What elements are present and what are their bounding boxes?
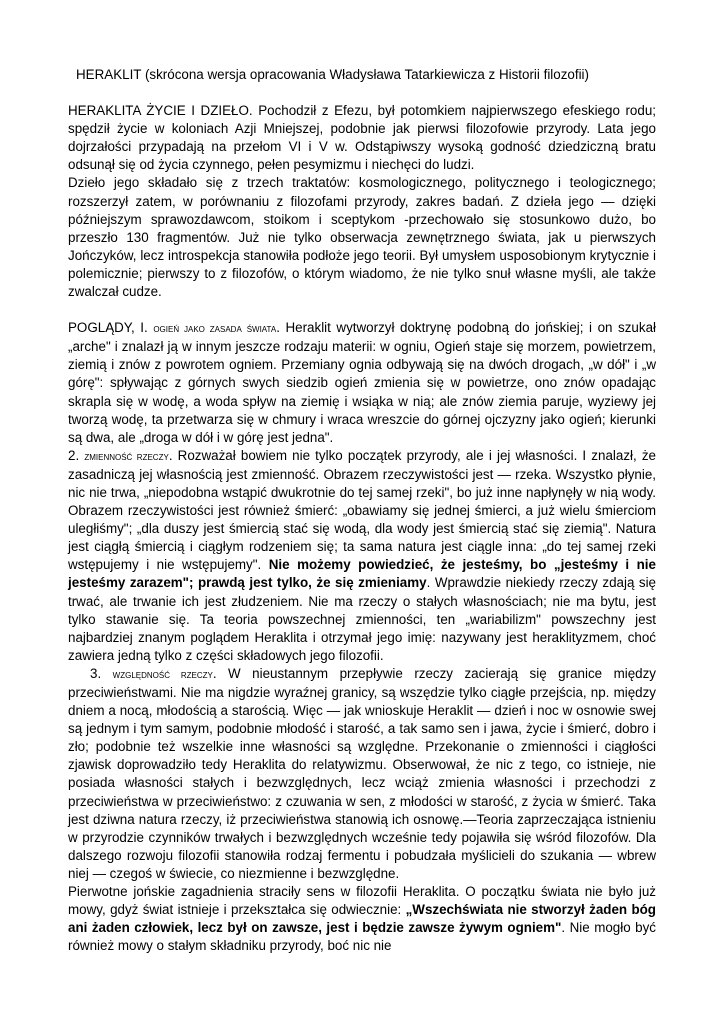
- ionian-bold-quote: „Wszechświata nie stworzył żaden bóg ani żaden człowiek, lecz był on zawsze, jest i będzie zawsze żywym ogniem": [68, 902, 656, 936]
- change-text-a: . Rozważał bowiem nie tylko początek przyrody, ale i jej własności. I znalazł, że zasadniczą jej własnością jest zmienność. Obrazem rzeczywistości jest — rzeka. Wszystko płynie, nic nie trwa, „niepodobna wstąpić dwukrotnie do tej samej rzeki", bo już inne napłynęły w nią wody. Obrazem rzeczywistości jest również śmierć: „obawiamy się jednej śmierci, a już wielu śmierciom uległiśmy"; „dla duszy jest śmiercią stać się wodą, dla wody jest śmiercią stać się ziemią". Natura jest ciągłą śmiercią i ciągłym rodzeniem się; ta sama natura jest ciągle inna: „do tej samej rzeki wstępujemy i nie wstępujemy".: [68, 447, 656, 573]
- change-subheading: zmienność rzeczy: [84, 450, 169, 463]
- relativity-number: 3.: [90, 665, 113, 681]
- document-title: HERAKLIT (skrócona wersja opracowania Władysława Tatarkiewicza z Historii filozofii): [76, 67, 589, 82]
- ionian-text-b: . Nie mogło być również mowy o stałym składniku przyrody, boć nic nie: [68, 920, 656, 954]
- ionian-text-a: Pierwotne jońskie zagadnienia straciły sens w filozofii Heraklita. O początku świata nie było już mowy, gdyż świat istnieje i przekształca się odwiecznie:: [68, 884, 656, 918]
- document-page: [68, 66, 656, 955]
- fire-text: . Heraklit wytworzył doktrynę podobną do jońskiej; i on szukał „arche" i znalazł ją w innym jeszcze rodzaju materii: w ogniu, Ogień staje się morzem, powietrzem, ziemią i znów z powrotem ogniem. Przemiany ognia odbywają się na dwóch drogach, „w dół" i „w górę": spływając z górnych swych siedzib ogień zmienia się w powietrze, ono znów opadając skrapla się w wodę, a woda spływ na ziemię i wsiąka w nią; ale znów ziemia paruje, wyziewy jej tworzą wodę, ta przetwarza się w chmury i wraca wreszcie do górnej ojczyzny jako ogień; kierunki są dwa, ale „droga w dół i w górę jest jedna".: [68, 320, 656, 445]
- views-paragraph-relativity: [68, 665, 656, 883]
- ionian-paragraph: [68, 883, 656, 955]
- change-text-b: . Wprawdzie niekiedy rzeczy zdają się trwać, ale trwanie ich jest złudzeniem. Nie ma rzeczy o stałych własnościach; nie ma bytu, jest tylko stawanie się. Ta teoria powszechnej zmienności, ten „wariabilizm" powszechny jest najbardziej znanym poglądem Heraklita i otrzymał jego imię: nazywany jest heraklityzmem, choć zawiera jedną tylko z części składowych jego filozofii.: [68, 575, 657, 663]
- works-paragraph: Dzieło jego składało się z trzech traktatów: kosmologicznego, politycznego i teologicznego; rozszerzył zatem, w porównaniu z filozofami przyrody, zakres badań. Z dzieła jego — dzięki późniejszym sprawozdawcom, stoikom i sceptykom -przechowało się stosunkowo dużo, bo przeszło 130 fragmentów. Już nie tylko obserwacja zewnętrznego świata, jak u pierwszych Jończyków, lecz introspekcja stanowiła podłoże jego teorii. Był umysłem usposobionym krytycznie i polemicznie; pierwszy to z filozofów, o którym wiadomo, że nie tylko snuł własne myśli, ale także zwalczał cudze.: [68, 175, 656, 300]
- section-spacer: [68, 301, 656, 319]
- change-number: 2.: [68, 447, 85, 463]
- views-paragraph-change: [68, 447, 656, 665]
- views-paragraph-fire: [68, 319, 656, 447]
- relativity-subheading: względność rzeczy: [112, 668, 213, 681]
- fire-subheading: ogień jako zasada świata: [153, 323, 277, 336]
- relativity-text: . W nieustannym przepływie rzeczy zacierają się granice między przeciwieństwami. Nie ma nigdzie wyraźnej granicy, są wszędzie tylko ciągłe przejścia, np. między dniem a nocą, młodością a starością. Więc — jak wnioskuje Heraklit — dzień i noc w osnowie swej są jednym i tym samym, podobnie młodość i starość, a tak samo sen i jawa, życie i śmierć, dobro i zło; podobnie też wszelkie inne własności są względne. Przekonanie o zmienności i ciągłości zjawisk doprowadziło tedy Heraklita do relatywizmu. Obserwował, że nic z tego, co istnieje, nie posiada własności stałych i bezwzględnych, lecz wciąż zmienia własności i przechodzi z przeciwieństwa w przeciwieństwo: z czuwania w sen, z młodości w starość, z życia w śmierć. Taka jest dziwna natura rzeczy, iż przeciwieństwa stanowią ich osnowę.—Teoria zaprzeczająca istnieniu w przyrodzie czynników trwałych i bezwzględnych wcześnie tedy pojawiła się wśród filozofów. Dla dalszego rozwoju filozofii stanowiła rodzaj fermentu i pobudzała myślicieli do szukania — wbrew niej — czegoś w świecie, co niezmienne i bezwzględne.: [68, 665, 656, 881]
- life-heading: HERAKLITA ŻYCIE I DZIEŁO.: [68, 103, 253, 119]
- change-bold-quote: Nie możemy powiedzieć, że jesteśmy, bo „jesteśmy i nie jesteśmy zarazem"; prawdą jest tylko, że się zmieniamy: [68, 557, 656, 591]
- life-text: Pochodził z Efezu, był potomkiem najpierwszego efeskiego rodu; spędził życie w koloniach Azji Mniejszej, podobnie jak pierwsi filozofowie przyrody. Lata jego dojrzałości przypadają na przełom VI i V w. Odstąpiwszy wysoką godność dziedziczną bratu odsunął się od życia czynnego, pełen pesymizmu i niechęci do ludzi.: [68, 103, 656, 173]
- views-heading: POGLĄDY, I.: [68, 320, 154, 336]
- life-paragraph: [68, 102, 656, 174]
